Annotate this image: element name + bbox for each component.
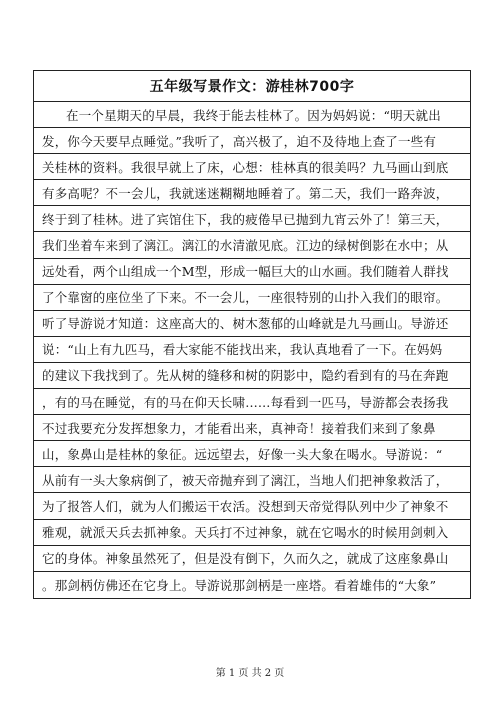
text-line: 了个靠窗的座位坐了下来。不一会儿，一座很特别的山扑入我们的眼帘。 [34, 285, 470, 311]
text-line: 在一个星期天的早晨，我终于能去桂林了。因为妈妈说：“明天就出 [34, 102, 470, 128]
page-footer: 第 1 页 共 2 页 [215, 668, 285, 679]
text-line: 不过我要充分发挥想象力，才能看出来，真神奇！接着我们来到了象鼻 [34, 415, 470, 441]
text-line: 从前有一头大象病倒了，被天帝抛弃到了漓江，当地人们把神象救活了， [34, 467, 470, 493]
text-line: 说：“山上有九匹马，看大家能不能找出来，我认真地看了一下。在妈妈 [34, 337, 470, 363]
text-line: 发，你今天要早点睡觉。”我听了，高兴极了，迫不及待地上查了一些有 [34, 128, 470, 154]
text-line: 听了导游说才知道：这座高大的、树木葱郁的山峰就是九马画山。导游还 [34, 311, 470, 337]
text-line: 雅观，就派天兵去抓神象。天兵打不过神象，就在它喝水的时候用剑刺入 [34, 520, 470, 546]
essay-table [33, 70, 471, 599]
text-line: ，有的马在睡觉，有的马在仰天长啸……每看到一匹马，导游都会表扬我 [34, 389, 470, 415]
text-line: 有多高呢？不一会儿，我就迷迷糊糊地睡着了。第二天，我们一路奔波， [34, 180, 470, 206]
text-line: 为了报答人们，就为人们搬运干农活。没想到天帝觉得队列中少了神象不 [34, 493, 470, 519]
essay-title: 五年级写景作文：游桂林700字 [149, 79, 355, 95]
text-line: 山，象鼻山是桂林的象征。远远望去，好像一头大象在喝水。导游说：“ [34, 441, 470, 467]
text-line: 的建议下我找到了。先从树的缝移和树的阴影中，隐约看到有的马在奔跑 [34, 363, 470, 389]
text-line: 关桂林的资料。我很早就上了床，心想：桂林真的很美吗？九马画山到底 [34, 154, 470, 180]
text-line: 它的身体。神象虽然死了，但是没有倒下，久而久之，就成了这座象鼻山 [34, 546, 470, 572]
text-line: 。那剑柄仿佛还在它身上。导游说那剑柄是一座塔。看着雄伟的“大象” [42, 577, 437, 593]
text-line: 远处看，两个山组成一个M型，形成一幅巨大的山水画。我们随着人群找 [34, 259, 470, 285]
title-row [34, 71, 470, 102]
text-line: 终于到了桂林。进了宾馆住下，我的疲倦早已抛到九宵云外了！第三天， [34, 206, 470, 232]
text-line: 我们坐着车来到了漓江。漓江的水清澈见底。江边的绿树倒影在水中；从 [34, 232, 470, 258]
